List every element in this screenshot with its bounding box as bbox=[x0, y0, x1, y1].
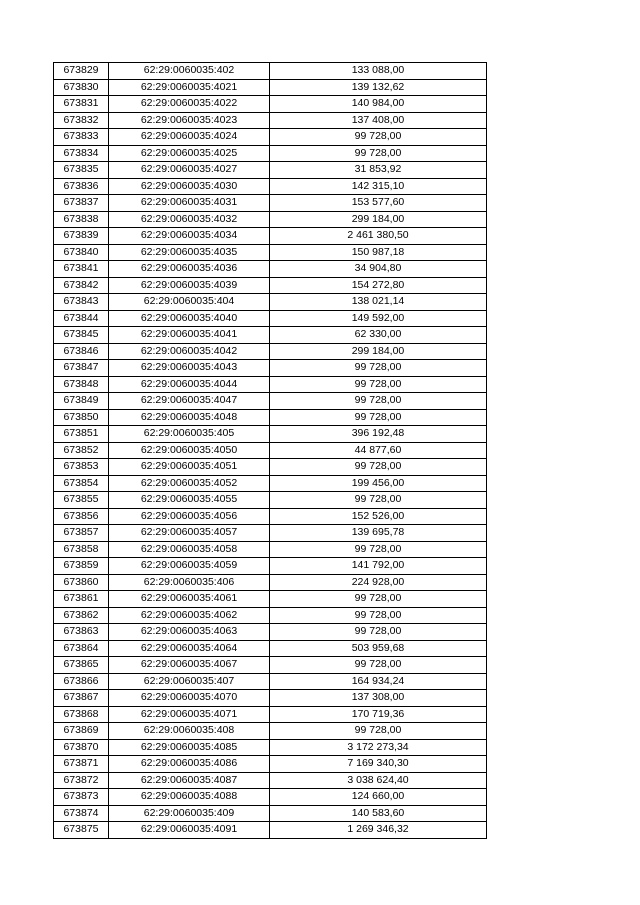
table-row bbox=[54, 409, 487, 426]
value-cell: 3 038 624,40 bbox=[270, 772, 487, 789]
row-number-cell: 673835 bbox=[54, 162, 109, 179]
value-cell: 99 728,00 bbox=[270, 723, 487, 740]
table-row bbox=[54, 426, 487, 443]
row-number-cell: 673842 bbox=[54, 277, 109, 294]
table-row bbox=[54, 475, 487, 492]
row-number-cell: 673840 bbox=[54, 244, 109, 261]
table-row bbox=[54, 327, 487, 344]
table-row bbox=[54, 244, 487, 261]
table-row bbox=[54, 343, 487, 360]
table-row bbox=[54, 657, 487, 674]
cadastral-number-cell: 62:29:0060035:4059 bbox=[109, 558, 270, 575]
value-cell: 99 728,00 bbox=[270, 129, 487, 146]
row-number-cell: 673829 bbox=[54, 63, 109, 80]
table-row bbox=[54, 607, 487, 624]
row-number-cell: 673851 bbox=[54, 426, 109, 443]
value-cell: 149 592,00 bbox=[270, 310, 487, 327]
cadastral-number-cell: 62:29:0060035:4034 bbox=[109, 228, 270, 245]
value-cell: 199 456,00 bbox=[270, 475, 487, 492]
value-cell: 99 728,00 bbox=[270, 492, 487, 509]
table-row bbox=[54, 393, 487, 410]
value-cell: 299 184,00 bbox=[270, 343, 487, 360]
row-number-cell: 673874 bbox=[54, 805, 109, 822]
cadastral-value-table bbox=[53, 62, 487, 839]
cadastral-number-cell: 62:29:0060035:4052 bbox=[109, 475, 270, 492]
row-number-cell: 673865 bbox=[54, 657, 109, 674]
table-row bbox=[54, 723, 487, 740]
table-row bbox=[54, 277, 487, 294]
row-number-cell: 673866 bbox=[54, 673, 109, 690]
table-row bbox=[54, 591, 487, 608]
row-number-cell: 673846 bbox=[54, 343, 109, 360]
row-number-cell: 673836 bbox=[54, 178, 109, 195]
cadastral-number-cell: 62:29:0060035:4041 bbox=[109, 327, 270, 344]
cadastral-number-cell: 62:29:0060035:408 bbox=[109, 723, 270, 740]
table-row bbox=[54, 756, 487, 773]
table-row bbox=[54, 211, 487, 228]
value-cell: 503 959,68 bbox=[270, 640, 487, 657]
cadastral-number-cell: 62:29:0060035:4063 bbox=[109, 624, 270, 641]
cadastral-number-cell: 62:29:0060035:4044 bbox=[109, 376, 270, 393]
cadastral-number-cell: 62:29:0060035:4086 bbox=[109, 756, 270, 773]
table-row bbox=[54, 624, 487, 641]
row-number-cell: 673832 bbox=[54, 112, 109, 129]
cadastral-number-cell: 62:29:0060035:4057 bbox=[109, 525, 270, 542]
value-cell: 99 728,00 bbox=[270, 657, 487, 674]
row-number-cell: 673860 bbox=[54, 574, 109, 591]
cadastral-number-cell: 62:29:0060035:4091 bbox=[109, 822, 270, 839]
cadastral-number-cell: 62:29:0060035:4023 bbox=[109, 112, 270, 129]
cadastral-number-cell: 62:29:0060035:4055 bbox=[109, 492, 270, 509]
table-row bbox=[54, 459, 487, 476]
value-cell: 99 728,00 bbox=[270, 376, 487, 393]
table-row bbox=[54, 310, 487, 327]
value-cell: 31 853,92 bbox=[270, 162, 487, 179]
table-row bbox=[54, 195, 487, 212]
table-row bbox=[54, 63, 487, 80]
value-cell: 34 904,80 bbox=[270, 261, 487, 278]
value-cell: 2 461 380,50 bbox=[270, 228, 487, 245]
table-row bbox=[54, 294, 487, 311]
row-number-cell: 673850 bbox=[54, 409, 109, 426]
table-row bbox=[54, 739, 487, 756]
table-row bbox=[54, 822, 487, 839]
value-cell: 3 172 273,34 bbox=[270, 739, 487, 756]
value-cell: 7 169 340,30 bbox=[270, 756, 487, 773]
cadastral-number-cell: 62:29:0060035:4031 bbox=[109, 195, 270, 212]
table-row bbox=[54, 178, 487, 195]
cadastral-number-cell: 62:29:0060035:4061 bbox=[109, 591, 270, 608]
cadastral-number-cell: 62:29:0060035:4071 bbox=[109, 706, 270, 723]
value-cell: 44 877,60 bbox=[270, 442, 487, 459]
row-number-cell: 673855 bbox=[54, 492, 109, 509]
cadastral-number-cell: 62:29:0060035:4062 bbox=[109, 607, 270, 624]
cadastral-number-cell: 62:29:0060035:4032 bbox=[109, 211, 270, 228]
cadastral-number-cell: 62:29:0060035:4070 bbox=[109, 690, 270, 707]
value-cell: 99 728,00 bbox=[270, 459, 487, 476]
table-row bbox=[54, 376, 487, 393]
row-number-cell: 673843 bbox=[54, 294, 109, 311]
cadastral-number-cell: 62:29:0060035:4039 bbox=[109, 277, 270, 294]
value-cell: 396 192,48 bbox=[270, 426, 487, 443]
row-number-cell: 673833 bbox=[54, 129, 109, 146]
row-number-cell: 673839 bbox=[54, 228, 109, 245]
value-cell: 137 308,00 bbox=[270, 690, 487, 707]
value-cell: 141 792,00 bbox=[270, 558, 487, 575]
row-number-cell: 673862 bbox=[54, 607, 109, 624]
row-number-cell: 673863 bbox=[54, 624, 109, 641]
row-number-cell: 673858 bbox=[54, 541, 109, 558]
cadastral-number-cell: 62:29:0060035:405 bbox=[109, 426, 270, 443]
value-cell: 152 526,00 bbox=[270, 508, 487, 525]
table-row bbox=[54, 772, 487, 789]
table-row bbox=[54, 558, 487, 575]
table-row bbox=[54, 789, 487, 806]
value-cell: 142 315,10 bbox=[270, 178, 487, 195]
value-cell: 99 728,00 bbox=[270, 541, 487, 558]
cadastral-number-cell: 62:29:0060035:4035 bbox=[109, 244, 270, 261]
row-number-cell: 673838 bbox=[54, 211, 109, 228]
value-cell: 99 728,00 bbox=[270, 145, 487, 162]
table-row bbox=[54, 541, 487, 558]
value-cell: 137 408,00 bbox=[270, 112, 487, 129]
row-number-cell: 673857 bbox=[54, 525, 109, 542]
cadastral-number-cell: 62:29:0060035:404 bbox=[109, 294, 270, 311]
row-number-cell: 673844 bbox=[54, 310, 109, 327]
cadastral-number-cell: 62:29:0060035:4047 bbox=[109, 393, 270, 410]
cadastral-number-cell: 62:29:0060035:4088 bbox=[109, 789, 270, 806]
cadastral-number-cell: 62:29:0060035:4085 bbox=[109, 739, 270, 756]
row-number-cell: 673854 bbox=[54, 475, 109, 492]
cadastral-number-cell: 62:29:0060035:4022 bbox=[109, 96, 270, 113]
row-number-cell: 673872 bbox=[54, 772, 109, 789]
row-number-cell: 673875 bbox=[54, 822, 109, 839]
row-number-cell: 673848 bbox=[54, 376, 109, 393]
cadastral-number-cell: 62:29:0060035:4050 bbox=[109, 442, 270, 459]
cadastral-number-cell: 62:29:0060035:402 bbox=[109, 63, 270, 80]
table-row bbox=[54, 79, 487, 96]
row-number-cell: 673859 bbox=[54, 558, 109, 575]
row-number-cell: 673856 bbox=[54, 508, 109, 525]
cadastral-number-cell: 62:29:0060035:4042 bbox=[109, 343, 270, 360]
value-cell: 133 088,00 bbox=[270, 63, 487, 80]
value-cell: 139 695,78 bbox=[270, 525, 487, 542]
value-cell: 99 728,00 bbox=[270, 607, 487, 624]
document-page bbox=[53, 62, 487, 839]
row-number-cell: 673868 bbox=[54, 706, 109, 723]
value-cell: 99 728,00 bbox=[270, 393, 487, 410]
value-cell: 138 021,14 bbox=[270, 294, 487, 311]
table-row bbox=[54, 508, 487, 525]
value-cell: 299 184,00 bbox=[270, 211, 487, 228]
table-row bbox=[54, 228, 487, 245]
row-number-cell: 673871 bbox=[54, 756, 109, 773]
cadastral-number-cell: 62:29:0060035:4024 bbox=[109, 129, 270, 146]
table-row bbox=[54, 129, 487, 146]
cadastral-number-cell: 62:29:0060035:4087 bbox=[109, 772, 270, 789]
value-cell: 99 728,00 bbox=[270, 624, 487, 641]
table-row bbox=[54, 360, 487, 377]
value-cell: 170 719,36 bbox=[270, 706, 487, 723]
row-number-cell: 673869 bbox=[54, 723, 109, 740]
row-number-cell: 673861 bbox=[54, 591, 109, 608]
cadastral-number-cell: 62:29:0060035:4027 bbox=[109, 162, 270, 179]
table-row bbox=[54, 690, 487, 707]
value-cell: 99 728,00 bbox=[270, 409, 487, 426]
table-row bbox=[54, 112, 487, 129]
value-cell: 99 728,00 bbox=[270, 360, 487, 377]
table-body bbox=[54, 63, 487, 839]
table-row bbox=[54, 805, 487, 822]
cadastral-number-cell: 62:29:0060035:4064 bbox=[109, 640, 270, 657]
value-cell: 153 577,60 bbox=[270, 195, 487, 212]
cadastral-number-cell: 62:29:0060035:4021 bbox=[109, 79, 270, 96]
value-cell: 99 728,00 bbox=[270, 591, 487, 608]
table-row bbox=[54, 145, 487, 162]
row-number-cell: 673830 bbox=[54, 79, 109, 96]
value-cell: 62 330,00 bbox=[270, 327, 487, 344]
row-number-cell: 673870 bbox=[54, 739, 109, 756]
value-cell: 140 583,60 bbox=[270, 805, 487, 822]
table-row bbox=[54, 706, 487, 723]
cadastral-number-cell: 62:29:0060035:4048 bbox=[109, 409, 270, 426]
cadastral-number-cell: 62:29:0060035:4056 bbox=[109, 508, 270, 525]
value-cell: 164 934,24 bbox=[270, 673, 487, 690]
row-number-cell: 673847 bbox=[54, 360, 109, 377]
table-row bbox=[54, 525, 487, 542]
row-number-cell: 673837 bbox=[54, 195, 109, 212]
value-cell: 224 928,00 bbox=[270, 574, 487, 591]
cadastral-number-cell: 62:29:0060035:4067 bbox=[109, 657, 270, 674]
table-row bbox=[54, 162, 487, 179]
row-number-cell: 673852 bbox=[54, 442, 109, 459]
table-row bbox=[54, 492, 487, 509]
row-number-cell: 673834 bbox=[54, 145, 109, 162]
row-number-cell: 673849 bbox=[54, 393, 109, 410]
row-number-cell: 673873 bbox=[54, 789, 109, 806]
row-number-cell: 673853 bbox=[54, 459, 109, 476]
cadastral-number-cell: 62:29:0060035:4043 bbox=[109, 360, 270, 377]
value-cell: 1 269 346,32 bbox=[270, 822, 487, 839]
table-row bbox=[54, 640, 487, 657]
value-cell: 150 987,18 bbox=[270, 244, 487, 261]
value-cell: 139 132,62 bbox=[270, 79, 487, 96]
cadastral-number-cell: 62:29:0060035:409 bbox=[109, 805, 270, 822]
cadastral-number-cell: 62:29:0060035:407 bbox=[109, 673, 270, 690]
row-number-cell: 673841 bbox=[54, 261, 109, 278]
row-number-cell: 673867 bbox=[54, 690, 109, 707]
row-number-cell: 673831 bbox=[54, 96, 109, 113]
cadastral-number-cell: 62:29:0060035:4040 bbox=[109, 310, 270, 327]
cadastral-number-cell: 62:29:0060035:4051 bbox=[109, 459, 270, 476]
table-row bbox=[54, 574, 487, 591]
row-number-cell: 673864 bbox=[54, 640, 109, 657]
value-cell: 140 984,00 bbox=[270, 96, 487, 113]
table-row bbox=[54, 442, 487, 459]
table-row bbox=[54, 96, 487, 113]
cadastral-number-cell: 62:29:0060035:4058 bbox=[109, 541, 270, 558]
value-cell: 124 660,00 bbox=[270, 789, 487, 806]
table-row bbox=[54, 261, 487, 278]
cadastral-number-cell: 62:29:0060035:406 bbox=[109, 574, 270, 591]
cadastral-number-cell: 62:29:0060035:4036 bbox=[109, 261, 270, 278]
row-number-cell: 673845 bbox=[54, 327, 109, 344]
value-cell: 154 272,80 bbox=[270, 277, 487, 294]
table-row bbox=[54, 673, 487, 690]
cadastral-number-cell: 62:29:0060035:4030 bbox=[109, 178, 270, 195]
cadastral-number-cell: 62:29:0060035:4025 bbox=[109, 145, 270, 162]
